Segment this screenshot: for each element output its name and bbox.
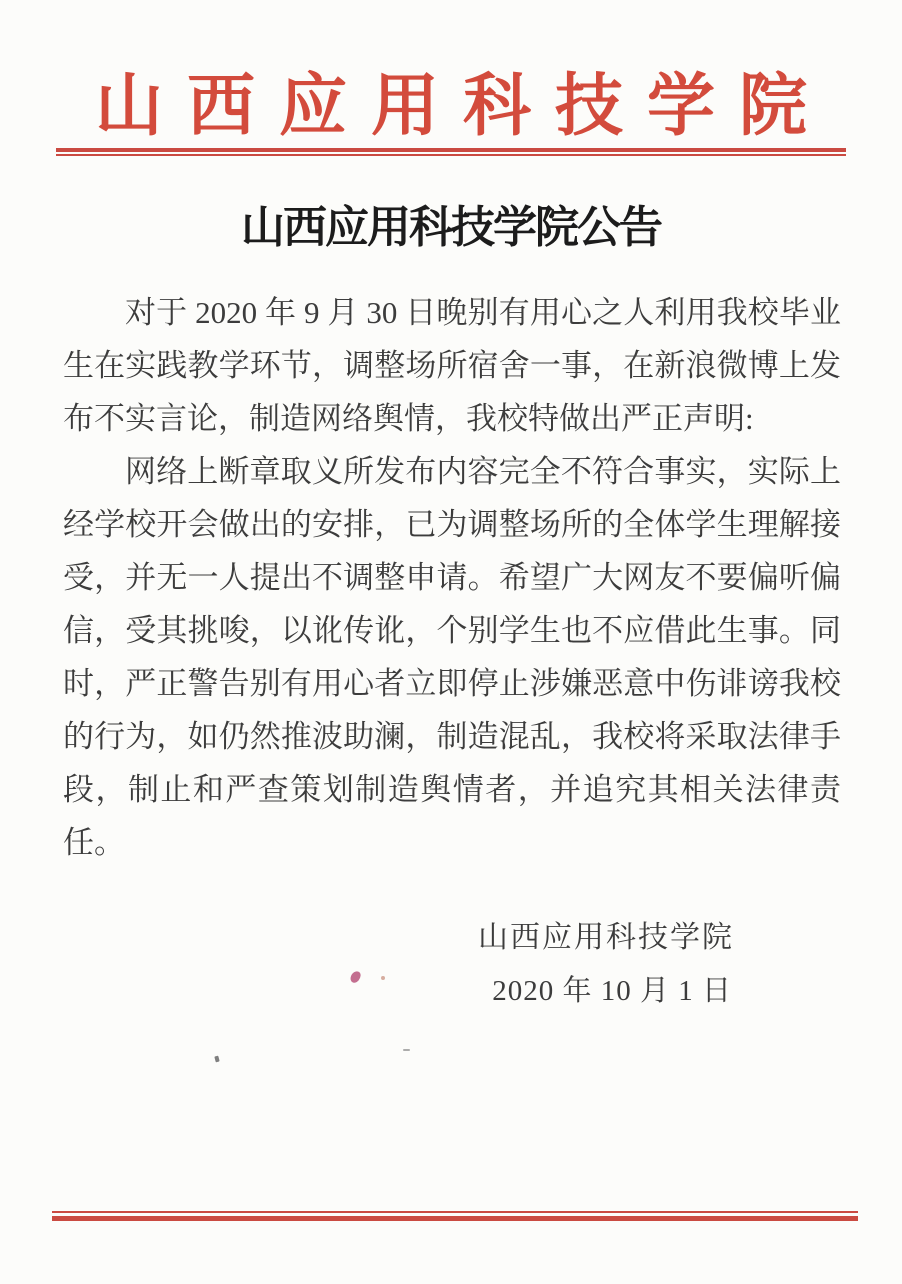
signature-date: 2020 年 10 月 1 日 [492, 975, 732, 1007]
announcement-body [63, 286, 841, 869]
letterhead-title: 山西应用科技学院 [94, 68, 831, 144]
scan-artifact-gray-speck [214, 1056, 219, 1063]
signature-org-name: 山西应用科技学院 [478, 921, 734, 954]
announcement-title: 山西应用科技学院公告 [241, 203, 661, 252]
scan-artifact-gray-dash [403, 1049, 410, 1051]
body-paragraph: 对于 2020 年 9 月 30 日晚别有用心之人利用我校毕业生在实践教学环节，调整场所宿舍一事，在新浪微博上发布不实言论，制造网络舆情，我校特做出严正声明: [63, 295, 841, 436]
letterhead-double-rule [56, 148, 846, 156]
body-paragraph: 网络上断章取义所发布内容完全不符合事实，实际上经学校开会做出的安排，已为调整场所的全体学生理解接受，并无一人提出不调整申请。希望广大网友不要偏听偏信，受其挑唆，以讹传讹，个别学生也不应借此生事。同时，严正警告别有用心者立即停止涉嫌恶意中伤诽谤我校的行为，如仍然推波助澜，制造混乱，我校将采取法律手段，制止和严查策划制造舆情者，并追究其相关法律责任。 [63, 454, 841, 860]
footer-double-rule [52, 1211, 858, 1221]
